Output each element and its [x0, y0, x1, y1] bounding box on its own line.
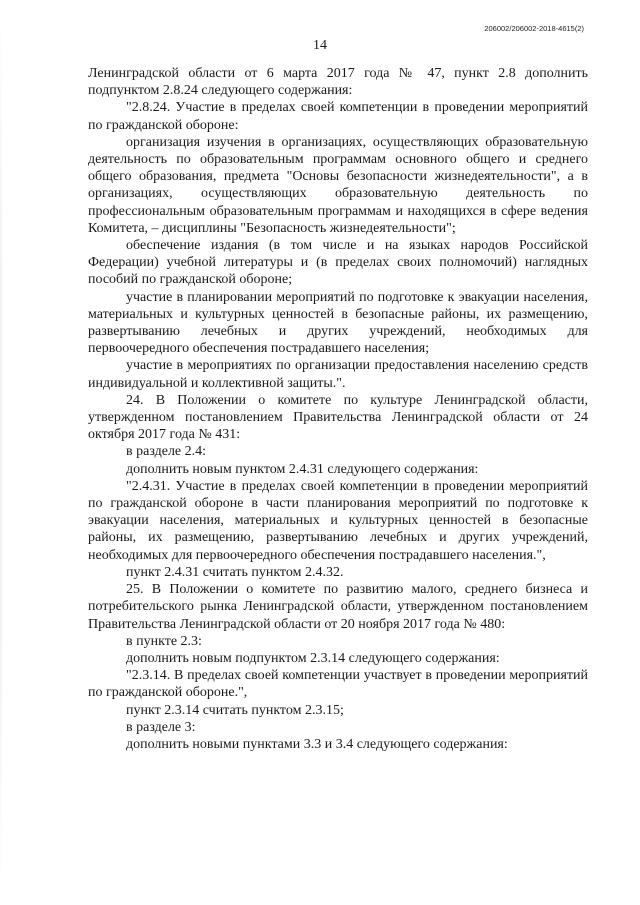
page-number: 14	[313, 38, 327, 53]
paragraph: дополнить новым пунктом 2.4.31 следующего содержания:	[126, 461, 479, 477]
paragraph: 25. В Положении о комитете по развитию малого, среднего бизнеса и потребительского рынка Ленинградской области, утвержденном постановлением Правительства Ленинградской области от 20 ноября 2017 года № 480:	[88, 582, 588, 632]
paragraph: дополнить новыми пунктами 3.3 и 3.4 следующего содержания:	[126, 736, 508, 752]
paragraph: в разделе 3:	[126, 719, 196, 735]
paragraph: организация изучения в организациях, осуществляющих образовательную деятельность по образовательным программам основного общего и среднего общего образования, предмета "Основы безопасности жизнедеятельности", а в организациях, осуществляющих образовательную деятельность по профессиональным образовательным программам и находящихся в сфере ведения Комитета, – дисциплины "Безопасность жизнедеятельности";	[88, 134, 588, 236]
paragraph: в разделе 2.4:	[126, 444, 207, 460]
paragraph: "2.3.14. В пределах своей компетенции участвует в проведении мероприятий по гражданской обороне.",	[88, 668, 588, 701]
paragraph: участие в мероприятиях по организации предоставления населению средств индивидуальной и коллективной защиты.".	[88, 358, 588, 391]
paragraph: дополнить новым подпунктом 2.3.14 следующего содержания:	[126, 650, 500, 666]
document-body	[88, 65, 588, 753]
paragraph: пункт 2.4.31 считать пунктом 2.4.32.	[126, 564, 344, 580]
paragraph: "2.4.31. Участие в пределах своей компетенции в проведении мероприятий по гражданской обороне в части планирования мероприятий по подготовке к эвакуации населения, материальных и культурных ценностей в безопасные районы, их размещению, развертыванию лечебных и других учреждений, необходимых для первоочередного обеспечения пострадавшего населения.",	[88, 478, 588, 563]
paragraph: обеспечение издания (в том числе и на языках народов Российской Федерации) учебной литературы и (в пределах своих полномочий) наглядных пособий по гражданской обороне;	[88, 238, 588, 288]
scan-margin-shadow	[0, 0, 2, 905]
paragraph: в пункте 2.3:	[126, 633, 202, 649]
paragraph: 24. В Положении о комитете по культуре Ленинградской области, утвержденном постановлением Правительства Ленинградской области от 24 октября 2017 года № 431:	[88, 392, 588, 443]
document-id: 206002/206002-2018-4615(2)	[484, 24, 584, 33]
paragraph: "2.8.24. Участие в пределах своей компетенции в проведении мероприятий по гражданской обороне:	[88, 100, 588, 133]
paragraph: участие в планировании мероприятий по подготовке к эвакуации населения, материальных и культурных ценностей в безопасные районы, их размещению, развертыванию лечебных и других учреждений, необходимых для первоочередного обеспечения пострадавшего населения;	[88, 289, 588, 357]
paragraph: пункт 2.3.14 считать пунктом 2.3.15;	[126, 702, 344, 718]
paragraph: Ленинградской области от 6 марта 2017 года № 47, пункт 2.8 дополнить подпунктом 2.8.24 следующего содержания:	[88, 66, 588, 99]
